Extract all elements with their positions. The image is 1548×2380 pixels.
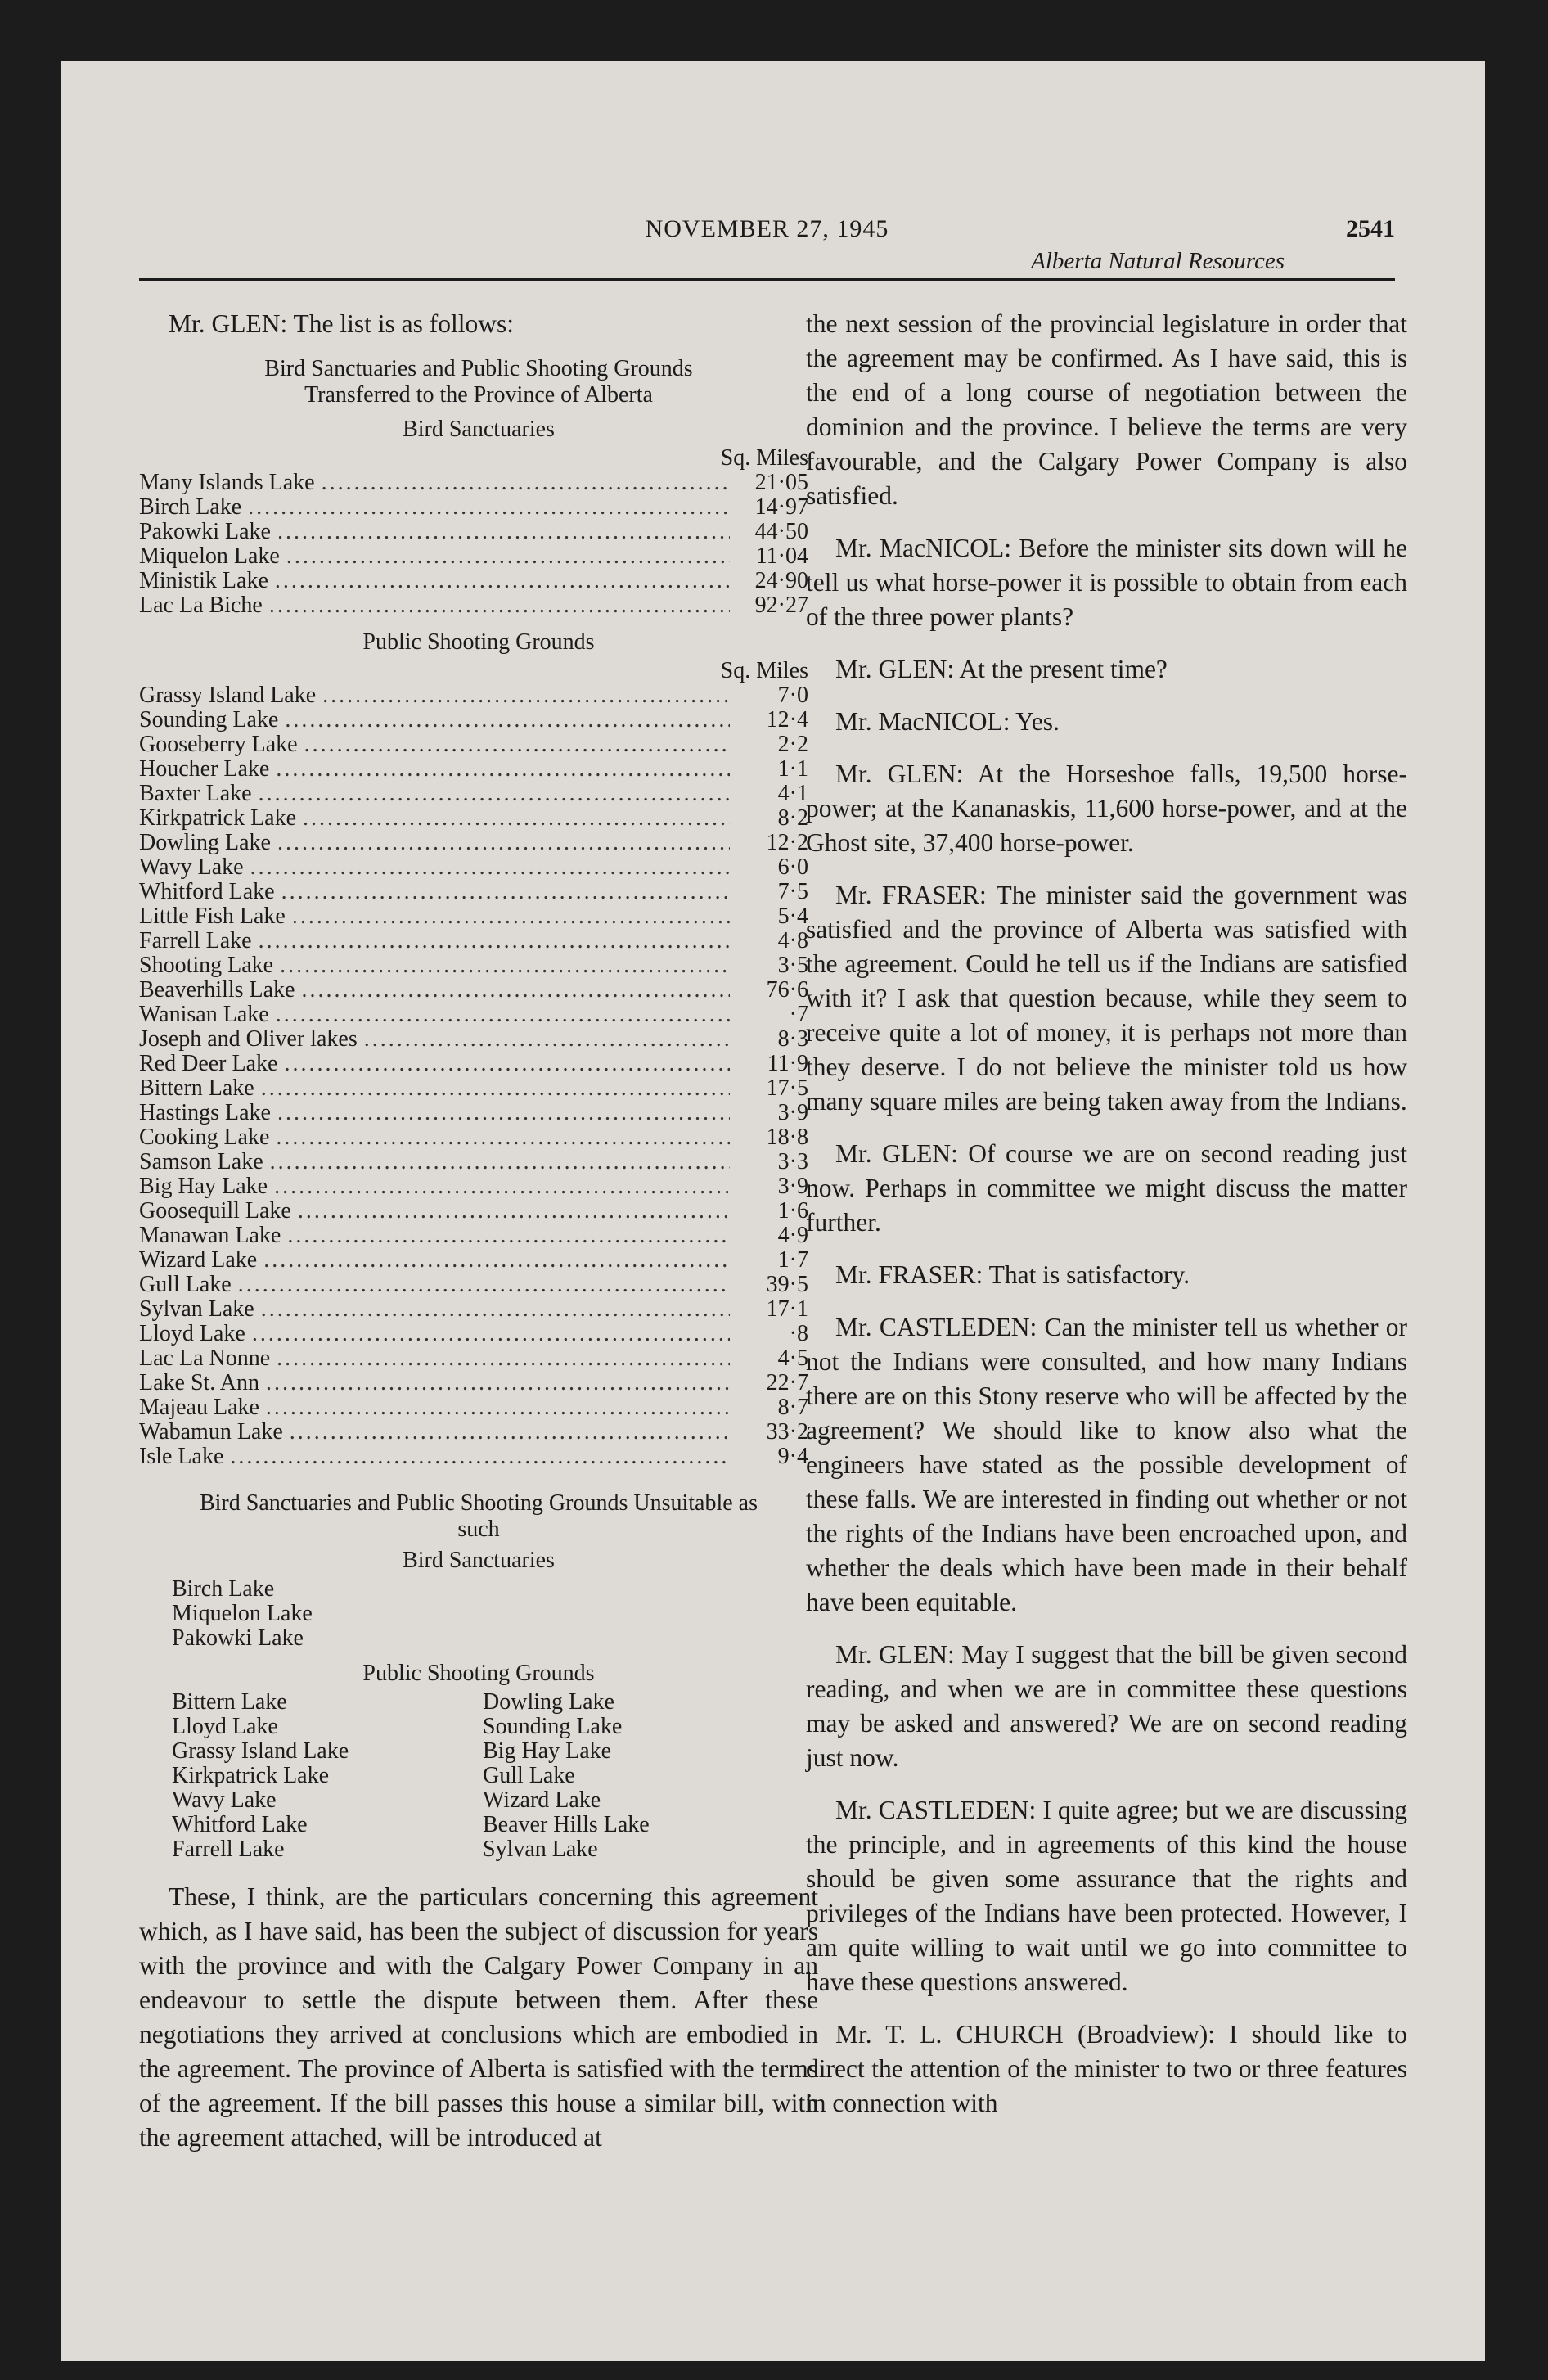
lake-name: Houcher Lake xyxy=(139,756,270,782)
leader-dots xyxy=(286,544,730,569)
table-row xyxy=(139,1395,818,1420)
leader-dots xyxy=(292,904,730,929)
lake-name: Baxter Lake xyxy=(139,781,252,806)
leader-dots xyxy=(275,569,730,593)
area-value: 17·5 xyxy=(766,1075,808,1101)
speech-paragraph: Mr. GLEN: May I suggest that the bill be given second reading, and when we are in committee these questions may be asked and answered? We are on second reading just now. xyxy=(806,1640,1407,1772)
lake-name: Miquelon Lake xyxy=(139,543,280,569)
lake-name: Dowling Lake xyxy=(139,830,271,855)
unsuitable-shooting-col-1 xyxy=(172,1690,483,1862)
table-row xyxy=(139,782,818,806)
lake-name: Samson Lake xyxy=(139,1149,263,1174)
leader-dots xyxy=(269,593,730,618)
area-value: 4·9 xyxy=(777,1223,808,1248)
area-value: 22·7 xyxy=(766,1370,808,1395)
table-row xyxy=(139,806,818,831)
leader-dots xyxy=(266,1395,730,1420)
lake-name: Red Deer Lake xyxy=(139,1051,278,1076)
table-row xyxy=(139,978,818,1003)
unsuitable-bird-list xyxy=(172,1577,818,1651)
list-item: Birch Lake xyxy=(172,1576,275,1602)
area-value: 76·6 xyxy=(766,977,808,1003)
area-value: 8·2 xyxy=(777,805,808,831)
lake-name: Ministik Lake xyxy=(139,568,268,593)
lake-name: Wanisan Lake xyxy=(139,1002,269,1027)
unsuitable-shooting-table xyxy=(172,1690,818,1862)
leader-dots xyxy=(276,757,730,782)
page-header xyxy=(139,151,1395,278)
table-row xyxy=(139,495,818,520)
table-row xyxy=(139,1346,818,1371)
area-value: 24·90 xyxy=(754,568,808,593)
area-value: 17·1 xyxy=(766,1296,808,1322)
unsuitable-shooting-heading: Public Shooting Grounds xyxy=(362,1661,595,1686)
leader-dots xyxy=(230,1445,730,1469)
leader-dots xyxy=(261,1297,730,1322)
lake-name: Hastings Lake xyxy=(139,1100,271,1125)
lake-name: Lake St. Ann xyxy=(139,1370,259,1395)
leader-dots xyxy=(322,471,730,495)
list-item: Pakowki Lake xyxy=(172,1625,304,1651)
leader-dots xyxy=(266,1371,730,1395)
list-item: Grassy Island Lake xyxy=(172,1738,349,1764)
leader-dots xyxy=(301,978,730,1003)
table-row xyxy=(139,1174,818,1199)
area-value: 44·50 xyxy=(754,519,808,544)
table-row xyxy=(139,732,818,757)
area-value: 39·5 xyxy=(766,1272,808,1297)
lake-name: Gooseberry Lake xyxy=(139,732,298,757)
leader-dots xyxy=(284,1052,730,1076)
table-row xyxy=(139,708,818,732)
table-row xyxy=(139,544,818,569)
area-value: ·7 xyxy=(789,1002,808,1027)
list-item: Dowling Lake xyxy=(483,1689,614,1715)
speech-paragraph: Mr. GLEN: Of course we are on second reading just now. Perhaps in committee we might discuss the matter further. xyxy=(806,1139,1407,1237)
table-row xyxy=(139,1150,818,1174)
leader-dots xyxy=(263,1248,730,1273)
area-value: 3·3 xyxy=(777,1149,808,1174)
leader-dots xyxy=(259,782,730,806)
page-number: 2541 xyxy=(1346,215,1395,242)
list-item: Wavy Lake xyxy=(172,1787,277,1813)
list-item: Sylvan Lake xyxy=(483,1837,598,1862)
unsuitable-bird-heading: Bird Sanctuaries xyxy=(403,1548,555,1573)
area-value: 4·1 xyxy=(777,781,808,806)
lake-name: Beaverhills Lake xyxy=(139,977,295,1003)
list-item: Gull Lake xyxy=(483,1763,575,1788)
table-row xyxy=(139,569,818,593)
area-value: 92·27 xyxy=(754,593,808,618)
table-row xyxy=(139,757,818,782)
area-value: 3·5 xyxy=(777,953,808,978)
table-row xyxy=(139,880,818,904)
lake-name: Many Islands Lake xyxy=(139,470,315,495)
lake-name: Manawan Lake xyxy=(139,1223,281,1248)
leader-dots xyxy=(274,1174,730,1199)
list-item: Wizard Lake xyxy=(483,1787,601,1813)
area-value: 8·3 xyxy=(777,1026,808,1052)
list-item: Miquelon Lake xyxy=(172,1601,313,1626)
lake-name: Goosequill Lake xyxy=(139,1198,291,1224)
table-row xyxy=(139,904,818,929)
section-title: Alberta Natural Resources xyxy=(1031,248,1285,274)
leader-dots xyxy=(322,683,730,708)
unit-label: Sq. Miles xyxy=(720,445,808,471)
bird-sanctuaries-list xyxy=(139,471,818,618)
header-date: NOVEMBER 27, 1945 xyxy=(645,215,889,242)
intro-paragraph: Mr. GLEN: The list is as follows: xyxy=(169,309,515,338)
shooting-grounds-heading: Public Shooting Grounds xyxy=(362,629,595,655)
table-row xyxy=(139,1420,818,1445)
lake-name: Grassy Island Lake xyxy=(139,683,317,708)
right-column xyxy=(806,307,1407,2139)
speech-paragraph: Mr. CASTLEDEN: Can the minister tell us whether or not the Indians were consulted, and how many Indians there are on this Stony reserve who will be affected by the agreement? We should like to know also what the engineers have stated as the possible development of these falls. We are interested in finding out whether or not the rights of the Indians have been encroached upon, and whether the deals which have been made in their behalf have been equitable. xyxy=(806,1313,1407,1616)
lake-name: Gull Lake xyxy=(139,1272,232,1297)
lake-name: Sounding Lake xyxy=(139,707,279,732)
list-item: Lloyd Lake xyxy=(172,1714,278,1739)
header-rule xyxy=(139,278,1395,281)
table-row xyxy=(139,1101,818,1125)
speech-paragraph: Mr. GLEN: At the Horseshoe falls, 19,500 horse-power; at the Kananaskis, 11,600 horse-power, and at the Ghost site, 37,400 horse-power. xyxy=(806,760,1407,857)
area-value: 14·97 xyxy=(754,494,808,520)
area-value: 12·4 xyxy=(766,707,808,732)
lake-name: Wavy Lake xyxy=(139,854,244,880)
table-row xyxy=(139,1248,818,1273)
leader-dots xyxy=(276,1003,730,1027)
leader-dots xyxy=(280,953,730,978)
lake-name: Cooking Lake xyxy=(139,1125,270,1150)
speech-paragraph: Mr. MacNICOL: Before the minister sits down will he tell us what horse-power it is possible to obtain from each of the three power plants? xyxy=(806,534,1407,631)
area-value: 8·7 xyxy=(777,1395,808,1420)
lake-name: Big Hay Lake xyxy=(139,1174,268,1199)
list-item: Bittern Lake xyxy=(172,1689,287,1715)
area-value: ·8 xyxy=(789,1321,808,1346)
area-value: 18·8 xyxy=(766,1125,808,1150)
transferred-list-title: Bird Sanctuaries and Public Shooting Grounds Transferred to the Province of Alberta xyxy=(264,356,693,408)
table-row xyxy=(139,593,818,618)
leader-dots xyxy=(281,880,730,904)
table-row xyxy=(139,1076,818,1101)
table-row xyxy=(139,1052,818,1076)
area-value: 6·0 xyxy=(777,854,808,880)
leader-dots xyxy=(277,831,730,855)
lake-name: Bittern Lake xyxy=(139,1075,254,1101)
table-row xyxy=(139,929,818,953)
leader-dots xyxy=(277,1101,730,1125)
lake-name: Pakowki Lake xyxy=(139,519,271,544)
area-value: 33·2 xyxy=(766,1419,808,1445)
leader-dots xyxy=(364,1027,730,1052)
lake-name: Shooting Lake xyxy=(139,953,274,978)
area-value: 4·5 xyxy=(777,1346,808,1371)
speech-paragraph: Mr. FRASER: That is satisfactory. xyxy=(835,1260,1190,1289)
lake-name: Isle Lake xyxy=(139,1444,224,1469)
speech-paragraph: Mr. T. L. CHURCH (Broadview): I should like to direct the attention of the minister to two or three features in connection with xyxy=(806,2020,1407,2117)
table-row xyxy=(139,1125,818,1150)
area-value: 7·0 xyxy=(777,683,808,708)
lake-name: Birch Lake xyxy=(139,494,242,520)
table-row xyxy=(139,953,818,978)
table-row xyxy=(139,1371,818,1395)
bird-sanctuaries-heading: Bird Sanctuaries xyxy=(403,417,555,442)
leader-dots xyxy=(277,520,730,544)
area-value: 7·5 xyxy=(777,879,808,904)
leader-dots xyxy=(250,855,730,880)
area-value: 3·9 xyxy=(777,1174,808,1199)
list-item: Kirkpatrick Lake xyxy=(172,1763,330,1788)
table-row xyxy=(139,683,818,708)
lake-name: Majeau Lake xyxy=(139,1395,259,1420)
lake-name: Lloyd Lake xyxy=(139,1321,245,1346)
table-row xyxy=(139,520,818,544)
leader-dots xyxy=(277,1346,730,1371)
area-value: 3·9 xyxy=(777,1100,808,1125)
lake-name: Joseph and Oliver lakes xyxy=(139,1026,358,1052)
unsuitable-list-title: Bird Sanctuaries and Public Shooting Grounds Unsuitable as such xyxy=(199,1490,758,1542)
speech-paragraph: Mr. MacNICOL: Yes. xyxy=(835,707,1060,736)
leader-dots xyxy=(303,806,730,831)
closing-paragraph: These, I think, are the particulars concerning this agreement which, as I have said, has been the subject of discussion for years with the province and with the Calgary Power Company in an endeavour to settle the dispute between them. After these negotiations they arrived at conclusions which are embodied in the agreement. The province of Alberta is satisfied with the terms of the agreement. If the bill passes this house a similar bill, with the agreement attached, will be introduced at xyxy=(139,1882,818,2152)
unsuitable-shooting-col-2 xyxy=(483,1690,794,1862)
leader-dots xyxy=(287,1224,730,1248)
area-value: 5·4 xyxy=(777,904,808,929)
document-page xyxy=(61,61,1485,2361)
table-row xyxy=(139,1297,818,1322)
area-value: 9·4 xyxy=(777,1444,808,1469)
area-value: 12·2 xyxy=(766,830,808,855)
speech-paragraph: Mr. GLEN: At the present time? xyxy=(835,655,1168,683)
leader-dots xyxy=(290,1420,730,1445)
lake-name: Farrell Lake xyxy=(139,928,252,953)
speech-paragraph: the next session of the provincial legislature in order that the agreement may be confirmed. As I have said, this is the end of a long course of negotiation between the dominion and the province. I believe the terms are very favourable, and the Calgary Power Company is also satisfied. xyxy=(806,309,1407,510)
left-column xyxy=(139,307,818,2155)
lake-name: Wabamun Lake xyxy=(139,1419,283,1445)
leader-dots xyxy=(259,929,730,953)
leader-dots xyxy=(285,708,730,732)
area-value: 2·2 xyxy=(777,732,808,757)
area-value: 21·05 xyxy=(754,470,808,495)
shooting-grounds-list xyxy=(139,683,818,1469)
leader-dots xyxy=(270,1150,730,1174)
table-row xyxy=(139,855,818,880)
area-value: 11·9 xyxy=(767,1051,808,1076)
speech-paragraph: Mr. FRASER: The minister said the government was satisfied and the province of Alberta was satisfied with the agreement. Could he tell us if the Indians are satisfied with it? I ask that question because, while they seem to receive quite a lot of money, it is perhaps not more than they deserve. I do not believe the minister told us how many square miles are being taken away from the Indians. xyxy=(806,881,1407,1116)
lake-name: Sylvan Lake xyxy=(139,1296,254,1322)
leader-dots xyxy=(261,1076,730,1101)
table-row xyxy=(139,1027,818,1052)
lake-name: Lac La Biche xyxy=(139,593,263,618)
leader-dots xyxy=(252,1322,730,1346)
list-item: Sounding Lake xyxy=(483,1714,623,1739)
table-row xyxy=(139,1273,818,1297)
list-item: Beaver Hills Lake xyxy=(483,1812,650,1837)
lake-name: Lac La Nonne xyxy=(139,1346,271,1371)
table-row xyxy=(139,1322,818,1346)
table-row xyxy=(139,1224,818,1248)
table-row xyxy=(139,471,818,495)
lake-name: Little Fish Lake xyxy=(139,904,286,929)
table-row xyxy=(139,831,818,855)
list-item: Farrell Lake xyxy=(172,1837,285,1862)
table-row xyxy=(139,1003,818,1027)
leader-dots xyxy=(276,1125,730,1150)
speech-paragraph: Mr. CASTLEDEN: I quite agree; but we are discussing the principle, and in agreements of this kind the house should be given some assurance that the rights and privileges of the Indians have been protected. However, I am quite willing to wait until we go into committee to have these questions answered. xyxy=(806,1796,1407,1996)
leader-dots xyxy=(298,1199,730,1224)
table-row xyxy=(139,1199,818,1224)
area-value: 4·8 xyxy=(777,928,808,953)
list-item: Big Hay Lake xyxy=(483,1738,612,1764)
lake-name: Kirkpatrick Lake xyxy=(139,805,297,831)
leader-dots xyxy=(304,732,730,757)
area-value: 1·1 xyxy=(777,756,808,782)
list-item: Whitford Lake xyxy=(172,1812,308,1837)
lake-name: Whitford Lake xyxy=(139,879,275,904)
lake-name: Wizard Lake xyxy=(139,1247,258,1273)
area-value: 11·04 xyxy=(755,543,808,569)
leader-dots xyxy=(248,495,730,520)
area-value: 1·7 xyxy=(777,1247,808,1273)
table-row xyxy=(139,1445,818,1469)
unit-label-2: Sq. Miles xyxy=(720,658,808,683)
area-value: 1·6 xyxy=(777,1198,808,1224)
leader-dots xyxy=(238,1273,730,1297)
